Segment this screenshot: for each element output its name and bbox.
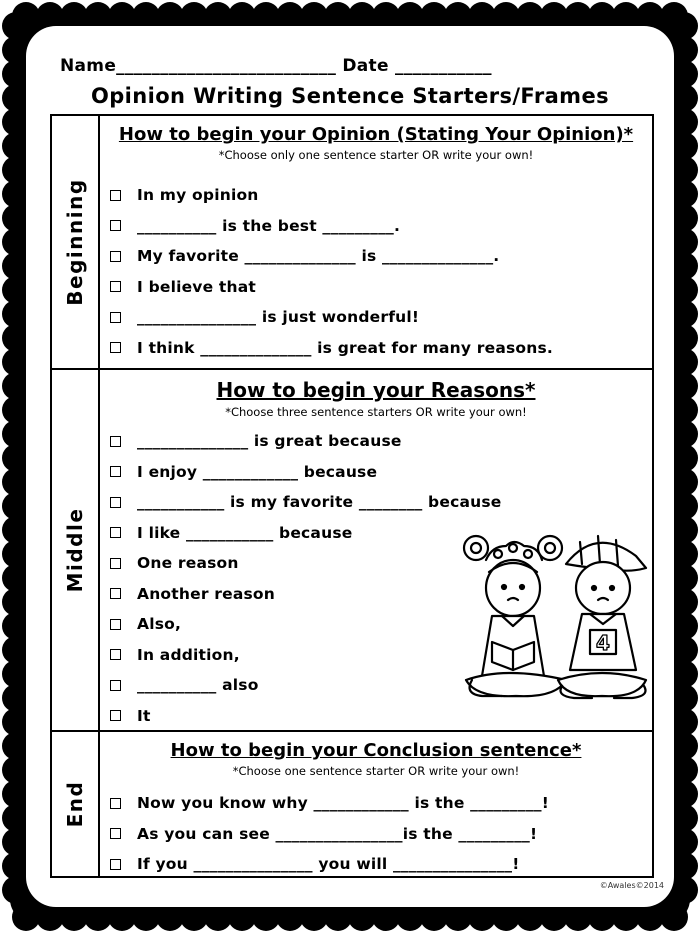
sentence-starter-item [110,457,502,488]
section-content [100,732,652,876]
sentence-starter-item [110,701,502,732]
section-beginning [52,116,652,368]
section-end [52,730,652,876]
sentence-starter-item [110,518,502,549]
checkbox-icon[interactable] [110,527,121,538]
sentence-starter-item [110,670,502,701]
checkbox-icon[interactable] [110,342,121,353]
worksheet-page [30,38,670,896]
side-label-beginning: Beginning [63,178,87,306]
starter-text: If you _______________ you will _______________! [137,855,520,874]
section-content [100,370,652,730]
sentence-starter-item [110,180,553,211]
boy-reading-icon [558,536,646,698]
side-label-cell [52,116,100,368]
section-instructions-end: *Choose one sentence starter OR write your own! [232,764,520,778]
sentence-starter-item [110,426,502,457]
side-label-end: End [63,780,87,828]
checkbox-icon[interactable] [110,497,121,508]
checkbox-icon[interactable] [110,190,121,201]
checkbox-icon[interactable] [110,619,121,630]
starter-text: __________ is the best _________. [137,216,401,235]
checkbox-icon[interactable] [110,558,121,569]
sentence-starter-item [110,211,553,242]
sentence-starter-item [110,272,553,303]
starter-list-beginning [110,180,553,363]
sentence-starter-item [110,788,549,819]
side-label-middle: Middle [63,507,87,593]
checkbox-icon[interactable] [110,859,121,870]
starter-text: I believe that [137,277,257,296]
checkbox-icon[interactable] [110,828,121,839]
starter-list-middle [110,426,502,731]
girl-reading-icon [464,536,566,696]
checkbox-icon[interactable] [110,588,121,599]
starter-text: In addition, [137,645,240,664]
sentence-starter-item [110,548,502,579]
side-label-cell [52,370,100,730]
section-title-end: How to begin your Conclusion sentence* [170,740,582,761]
checkbox-icon[interactable] [110,220,121,231]
checkbox-icon[interactable] [110,436,121,447]
checkbox-icon[interactable] [110,466,121,477]
starter-text: Another reason [137,584,276,603]
checkbox-icon[interactable] [110,680,121,691]
starter-text: I like ___________ because [137,523,353,542]
sentence-starter-item [110,302,553,333]
kids-reading-clipart [458,530,648,710]
section-instructions-beginning: *Choose only one sentence starter OR write your own! [218,148,534,162]
name-date-line: Name_________________________ Date ___________ [60,56,492,76]
shirt-number: 4 [596,631,610,655]
side-label-cell [52,732,100,876]
starter-text: As you can see ________________is the _________! [137,824,538,843]
starter-text: ___________ is my favorite ________ because [137,493,502,512]
sentence-starter-item [110,241,553,272]
sentence-starter-item [110,487,502,518]
section-title-middle: How to begin your Reasons* [216,378,536,402]
starter-text: I enjoy ____________ because [137,462,378,481]
sentence-starter-item [110,609,502,640]
checkbox-icon[interactable] [110,312,121,323]
checkbox-icon[interactable] [110,649,121,660]
starter-text: Also, [137,615,182,634]
starter-text: Now you know why ____________ is the _________! [137,794,549,813]
starter-text: In my opinion [137,186,259,205]
checkbox-icon[interactable] [110,710,121,721]
section-content [100,116,652,368]
copyright-text: ©Awales©2014 [599,881,664,890]
starter-text: __________ also [137,676,259,695]
checkbox-icon[interactable] [110,251,121,262]
starter-text: ______________ is great because [137,432,402,451]
starter-text: I think ______________ is great for many reasons. [137,338,554,357]
checkbox-icon[interactable] [110,798,121,809]
checkbox-icon[interactable] [110,281,121,292]
starter-text: My favorite ______________ is ______________. [137,247,500,266]
section-instructions-middle: *Choose three sentence starters OR write your own! [225,405,527,419]
sentence-frames-table [50,114,654,878]
sentence-starter-item [110,640,502,671]
section-title-beginning: How to begin your Opinion (Stating Your Opinion)* [118,124,634,145]
sentence-starter-item [110,849,549,880]
starter-text: One reason [137,554,239,573]
sentence-starter-item [110,333,553,364]
starter-text: It [137,706,151,725]
worksheet-title: Opinion Writing Sentence Starters/Frames [90,84,609,108]
starter-list-end [110,788,549,880]
sentence-starter-item [110,579,502,610]
section-middle [52,368,652,730]
sentence-starter-item [110,819,549,850]
starter-text: _______________ is just wonderful! [137,308,420,327]
